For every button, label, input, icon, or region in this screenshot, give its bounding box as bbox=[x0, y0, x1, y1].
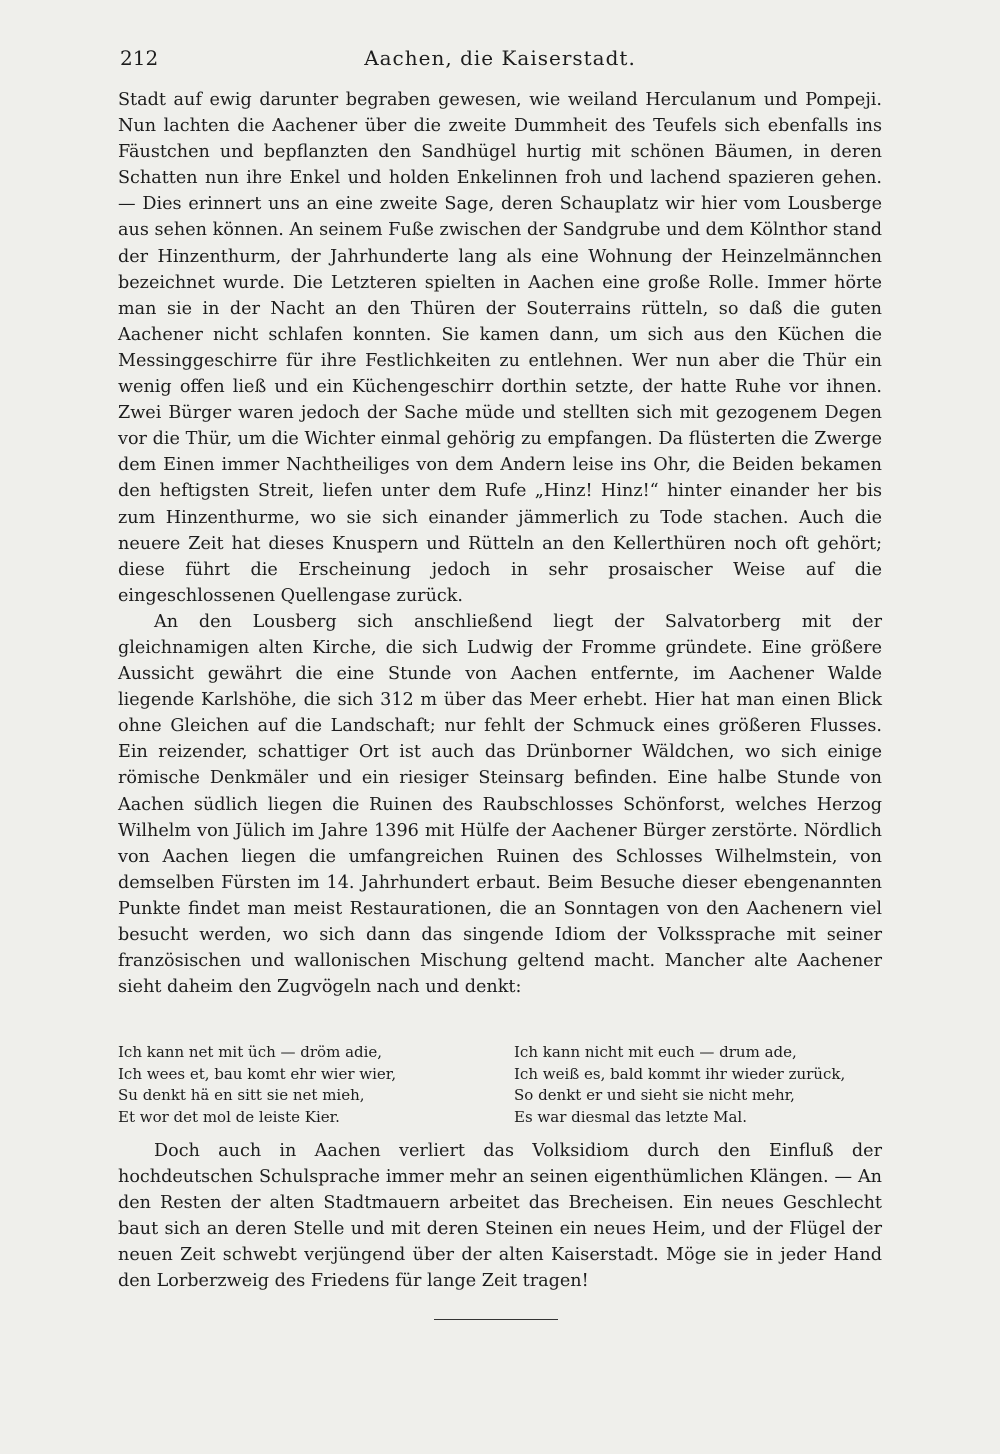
paragraph-heinzelmaennchen: Stadt auf ewig darunter begraben gewesen, wie weiland Herculanum und Pompeji. Nun lachten die Aachener über die zweite Dummheit des Teufels sich ebenfalls ins Fäustchen und bepflanzten den Sandhügel hurtig mit schönen Bäumen, in deren Schatten nun ihre Enkel und holden Enkelinnen froh und lachend spazieren gehen. — Dies erinnert uns an eine zweite Sage, deren Schauplatz wir hier vom Lousberge aus sehen können. An seinem Fuße zwischen der Sandgrube und dem Kölnthor stand der Hinzenthurm, der Jahrhunderte lang als eine Wohnung der Heinzelmännchen bezeichnet wurde. Die Letzteren spielten in Aachen eine große Rolle. Immer hörte man sie in der Nacht an den Thüren der Souterrains rütteln, so daß die guten Aachener nicht schlafen konnten. Sie kamen dann, um sich aus den Küchen die Messinggeschirre für ihre Festlichkeiten zu entlehnen. Wer nun aber die Thür ein wenig offen ließ und ein Küchengeschirr dorthin setzte, der hatte Ruhe vor ihnen. Zwei Bürger waren jedoch der Sache müde und stellten sich mit gezogenem Degen vor die Thür, um die Wichter einmal gehörig zu empfangen. Da flüsterten die Zwerge dem Einen immer Nachtheiliges von dem Andern leise ins Ohr, die Beiden bekamen den heftigsten Streit, liefen unter dem Rufe „Hinz! Hinz!“ hinter einander her bis zum Hinzenthurme, wo sie sich einander jämmerlich zu Tode stachen. Auch die neuere Zeit hat dieses Knuspern und Rütteln an den Kellerthüren noch oft gehört; diese führt die Erscheinung jedoch in sehr prosaischer Weise auf die eingeschlossenen Quellengase zurück. bbox=[118, 90, 882, 606]
main-text bbox=[118, 87, 882, 1000]
poem-line: Ich kann nicht mit euch — drum ade, bbox=[514, 1043, 797, 1061]
paragraph-closing: Doch auch in Aachen verliert das Volksidiom durch den Einfluß der hochdeutschen Schulsprache immer mehr an seinen eigenthümlichen Klängen. — An den Resten der alten Stadtmauern arbeitet das Brecheisen. Ein neues Geschlecht baut sich an deren Stelle und mit deren Steinen ein neues Heim, und der Flügel der neuen Zeit schwebt verjüngend über der alten Kaiserstadt. Möge sie in jeder Hand den Lorberzweig des Friedens für lange Zeit tragen! bbox=[118, 1141, 882, 1292]
poem-dialect bbox=[118, 1042, 498, 1128]
poem-line: Ich kann net mit üch — dröm adie, bbox=[118, 1043, 383, 1061]
poem-standard-german bbox=[514, 1042, 884, 1128]
poem-line: Et wor det mol de leiste Kier. bbox=[118, 1107, 340, 1126]
poem-line: Ich weiß es, bald kommt ihr wieder zurück, bbox=[514, 1064, 846, 1083]
poem-line: Es war diesmal das letzte Mal. bbox=[514, 1107, 747, 1126]
paragraph-salvatorberg: An den Lousberg sich anschließend liegt der Salvatorberg mit der gleichnamigen alten Kirche, die sich Ludwig der Fromme gründete. Eine größere Aussicht gewährt die eine Stunde von Aachen entfernte, im Aachener Walde liegende Karlshöhe, die sich 312 m über das Meer erhebt. Hier hat man einen Blick ohne Gleichen auf die Landschaft; nur fehlt der Schmuck eines größeren Flusses. Ein reizender, schattiger Ort ist auch das Drünborner Wäldchen, wo sich einige römische Denkmäler und ein riesiger Steinsarg befinden. Eine halbe Stunde von Aachen südlich liegen die Ruinen des Raubschlosses Schönforst, welches Herzog Wilhelm von Jülich im Jahre 1396 mit Hülfe der Aachener Bürger zerstörte. Nördlich von Aachen liegen die umfangreichen Ruinen des Schlosses Wilhelmstein, von demselben Fürsten im 14. Jahrhundert erbaut. Beim Besuche dieser ebengenannten Punkte findet man meist Restaurationen, die an Sonntagen von den Aachenern viel besucht werden, wo sich dann das singende Idiom der Volkssprache mit seiner französischen und wallonischen Mischung geltend macht. Mancher alte Aachener sieht daheim den Zugvögeln nach und denkt: bbox=[118, 611, 882, 998]
running-title: Aachen, die Kaiserstadt. bbox=[364, 46, 636, 70]
poem-line: So denkt er und sieht sie nicht mehr, bbox=[514, 1086, 795, 1104]
end-rule bbox=[434, 1319, 558, 1320]
closing-text bbox=[118, 1138, 882, 1295]
poem-block bbox=[118, 1042, 882, 1134]
poem-line: Ich wees et, bau komt ehr wier wier, bbox=[118, 1064, 397, 1083]
poem-line: Su denkt hä en sitt sie net mieh, bbox=[118, 1086, 365, 1104]
page-number: 212 bbox=[120, 46, 159, 70]
page-header bbox=[120, 46, 880, 76]
